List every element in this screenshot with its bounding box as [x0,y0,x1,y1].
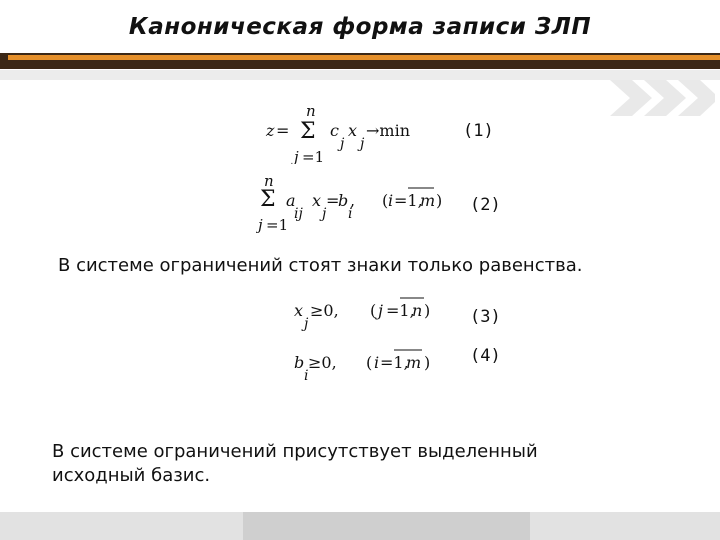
svg-text:a: a [286,191,296,210]
svg-text:Σ: Σ [300,119,316,144]
title-bar-light [0,70,720,80]
svg-text:=1: =1 [302,148,325,164]
title-bar-accent [8,55,720,60]
svg-text:j: j [294,148,299,164]
equation-number-1: (1) [463,121,494,141]
svg-text:≥0,: ≥0, [308,353,337,372]
formula-objective [262,102,442,164]
svg-text:=: = [326,191,340,210]
svg-text:n: n [264,172,274,190]
svg-text:j: j [322,206,327,222]
svg-text:=1,: =1, [380,353,409,372]
svg-text:≥0,: ≥0, [310,301,339,320]
svg-text:n: n [412,301,423,320]
text-equalities: В системе ограничений стоят знаки только равенства. [58,255,583,276]
svg-text:ij: ij [294,206,303,222]
svg-text:→min: →min [366,121,410,140]
svg-text:(: ( [370,301,377,320]
svg-text:x: x [294,301,304,320]
svg-text:m: m [406,353,422,372]
svg-text:(: ( [366,353,373,372]
equation-number-3: (3) [470,307,501,327]
slide-title: Каноническая форма записи ЗЛП [128,14,592,40]
text-basis-line-2: исходный базис. [52,465,211,486]
svg-text:j: j [304,316,309,332]
svg-text:i: i [374,353,380,372]
equation-number-2: (2) [470,195,501,215]
svg-text:(: ( [382,191,389,210]
formula-nonnegativity-b [290,342,450,386]
svg-text:j: j [360,136,365,152]
svg-text:i: i [348,206,353,222]
equation-number-4: (4) [470,346,501,366]
svg-text:Σ: Σ [260,187,276,212]
svg-text:): ) [424,301,431,320]
svg-text:x: x [348,121,358,140]
svg-text:n: n [306,102,316,120]
svg-text:x: x [312,191,322,210]
svg-text:): ) [436,191,443,210]
svg-text:j: j [258,216,263,234]
svg-text:=1,: =1, [386,301,415,320]
svg-text:m: m [420,191,436,210]
footer-center-panel [243,512,530,540]
text-basis-line-1: В системе ограничений присутствует выделенный [52,441,538,462]
formula-constraints [256,172,452,234]
svg-text:,: , [350,191,356,210]
chevron-decoration-icon [610,80,715,116]
footer-bar [0,512,720,540]
svg-text:z: z [266,121,275,140]
svg-text:j: j [378,301,383,320]
text-basis [52,440,538,488]
svg-text:b: b [294,353,305,372]
svg-text:=1: =1 [266,216,289,234]
svg-text:): ) [424,353,431,372]
svg-text:=: = [276,121,290,140]
svg-text:i: i [388,191,394,210]
svg-text:j: j [340,136,345,152]
svg-text:=1,: =1, [394,191,423,210]
svg-text:c: c [330,121,339,140]
svg-text:i: i [304,368,309,384]
svg-text:b: b [338,191,349,210]
formula-nonnegativity-x [290,294,440,334]
